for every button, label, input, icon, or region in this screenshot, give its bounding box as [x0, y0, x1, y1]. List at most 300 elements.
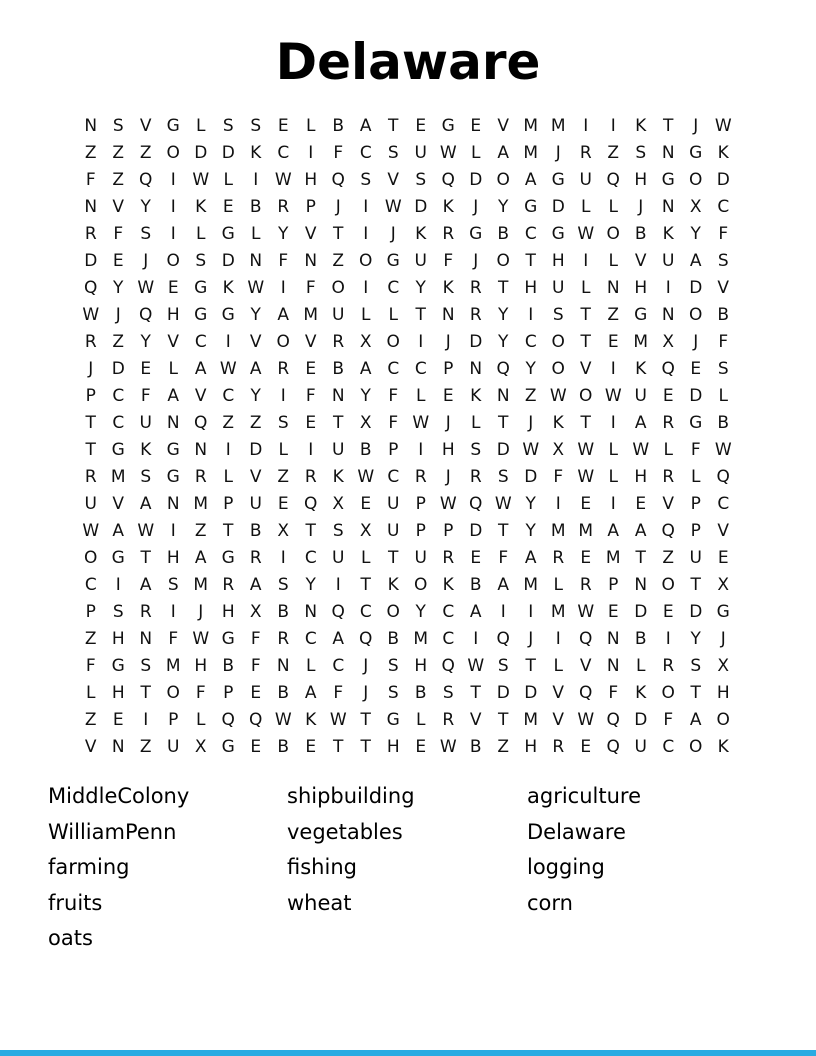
grid-letter: Y [415, 601, 426, 622]
grid-letter: S [195, 250, 207, 271]
grid-letter: R [442, 547, 455, 568]
grid-row [77, 679, 737, 706]
grid-letter: I [610, 115, 616, 136]
grid-letter: D [634, 601, 648, 622]
grid-row [77, 355, 737, 382]
grid-letter: L [471, 412, 481, 433]
grid-letter: S [635, 142, 647, 163]
grid-letter: T [635, 547, 646, 568]
grid-letter: V [552, 682, 565, 703]
grid-letter: A [634, 520, 647, 541]
grid-letter: W [577, 601, 595, 622]
grid-letter: F [250, 628, 261, 649]
grid-letter: L [553, 574, 563, 595]
grid-letter: A [634, 412, 647, 433]
grid-letter: S [387, 682, 399, 703]
word-grid [77, 112, 737, 760]
grid-letter: V [552, 709, 565, 730]
grid-letter: Q [496, 358, 510, 379]
grid-letter: F [443, 250, 454, 271]
grid-letter: E [222, 196, 234, 217]
grid-letter: P [223, 493, 234, 514]
grid-letter: V [249, 466, 262, 487]
grid-letter: G [221, 304, 235, 325]
grid-letter: S [112, 601, 124, 622]
grid-letter: G [166, 439, 180, 460]
grid-letter: Y [250, 385, 261, 406]
grid-letter: C [112, 412, 125, 433]
grid-letter: D [524, 682, 538, 703]
grid-letter: Y [525, 358, 536, 379]
grid-letter: L [306, 115, 316, 136]
grid-letter: U [332, 547, 345, 568]
grid-letter: H [194, 655, 208, 676]
grid-letter: V [304, 331, 317, 352]
grid-letter: R [442, 709, 455, 730]
grid-row [77, 382, 737, 409]
grid-letter: B [497, 223, 510, 244]
grid-letter: B [249, 196, 262, 217]
grid-letter: E [580, 547, 592, 568]
grid-row [77, 166, 737, 193]
grid-letter: P [168, 709, 179, 730]
grid-letter: E [112, 250, 124, 271]
grid-letter: X [194, 736, 207, 757]
grid-letter: M [578, 520, 594, 541]
grid-letter: J [528, 628, 534, 649]
grid-letter: U [332, 439, 345, 460]
grid-letter: W [192, 169, 210, 190]
grid-letter: H [634, 466, 648, 487]
grid-letter: W [274, 709, 292, 730]
grid-letter: T [333, 736, 344, 757]
grid-letter: R [442, 223, 455, 244]
grid-row [77, 706, 737, 733]
grid-letter: R [662, 655, 675, 676]
grid-letter: O [166, 250, 180, 271]
grid-letter: Q [606, 169, 620, 190]
grid-letter: O [716, 709, 730, 730]
grid-letter: E [250, 682, 262, 703]
grid-letter: E [112, 709, 124, 730]
grid-letter: Q [84, 277, 98, 298]
grid-letter: Q [469, 493, 483, 514]
grid-letter: Z [139, 142, 152, 163]
grid-letter: J [693, 331, 699, 352]
grid-letter: A [497, 574, 510, 595]
grid-letter: Z [607, 304, 620, 325]
grid-letter: D [524, 466, 538, 487]
grid-letter: O [661, 574, 675, 595]
grid-letter: D [221, 142, 235, 163]
grid-letter: X [359, 412, 372, 433]
grid-letter: F [333, 682, 344, 703]
grid-letter: I [555, 628, 561, 649]
grid-letter: T [580, 331, 591, 352]
grid-letter: J [555, 142, 561, 163]
grid-letter: O [84, 547, 98, 568]
grid-row [77, 625, 737, 652]
grid-letter: W [577, 466, 595, 487]
grid-letter: B [332, 358, 345, 379]
word-column-3 [527, 779, 641, 921]
grid-letter: T [388, 547, 399, 568]
grid-letter: D [221, 250, 235, 271]
grid-letter: T [388, 115, 399, 136]
grid-letter: C [442, 601, 455, 622]
grid-letter: I [308, 439, 314, 460]
grid-letter: S [140, 223, 152, 244]
grid-letter: F [85, 169, 96, 190]
grid-letter: Q [661, 520, 675, 541]
grid-letter: Y [305, 574, 316, 595]
grid-letter: K [552, 412, 564, 433]
grid-letter: S [415, 169, 427, 190]
grid-letter: E [717, 547, 729, 568]
grid-letter: Z [249, 412, 262, 433]
grid-letter: Y [415, 277, 426, 298]
word-list-item: corn [527, 890, 573, 915]
grid-row [77, 652, 737, 679]
grid-letter: G [221, 736, 235, 757]
grid-letter: Y [250, 304, 261, 325]
grid-letter: S [497, 655, 509, 676]
grid-letter: G [441, 115, 455, 136]
grid-row [77, 112, 737, 139]
grid-letter: L [223, 466, 233, 487]
grid-letter: S [112, 115, 124, 136]
grid-letter: S [470, 439, 482, 460]
grid-letter: W [632, 439, 650, 460]
grid-letter: I [280, 385, 286, 406]
grid-letter: X [249, 601, 262, 622]
grid-letter: L [553, 655, 563, 676]
grid-letter: I [253, 169, 259, 190]
grid-letter: Z [139, 736, 152, 757]
grid-letter: L [663, 439, 673, 460]
grid-letter: C [112, 385, 125, 406]
grid-letter: S [497, 466, 509, 487]
grid-letter: Q [304, 493, 318, 514]
grid-letter: W [714, 439, 732, 460]
grid-letter: R [84, 466, 97, 487]
grid-letter: M [193, 493, 209, 514]
grid-letter: J [445, 466, 451, 487]
grid-letter: H [111, 628, 125, 649]
grid-letter: E [580, 493, 592, 514]
grid-letter: F [85, 655, 96, 676]
grid-letter: C [387, 466, 400, 487]
grid-letter: M [633, 331, 649, 352]
grid-letter: R [469, 277, 482, 298]
grid-letter: D [469, 520, 483, 541]
grid-letter: G [689, 142, 703, 163]
grid-letter: G [111, 547, 125, 568]
grid-letter: D [194, 142, 208, 163]
grid-letter: T [140, 547, 151, 568]
grid-letter: J [198, 601, 204, 622]
grid-letter: T [690, 682, 701, 703]
grid-letter: I [528, 601, 534, 622]
grid-letter: I [555, 493, 561, 514]
grid-letter: E [305, 736, 317, 757]
grid-letter: F [498, 547, 509, 568]
grid-letter: T [333, 412, 344, 433]
grid-letter: D [716, 169, 730, 190]
grid-row [77, 733, 737, 760]
grid-letter: V [387, 169, 400, 190]
grid-letter: Q [359, 628, 373, 649]
grid-letter: Y [498, 196, 509, 217]
grid-letter: A [524, 547, 537, 568]
grid-letter: L [223, 169, 233, 190]
grid-letter: Q [441, 655, 455, 676]
grid-letter: R [469, 304, 482, 325]
grid-letter: S [277, 574, 289, 595]
grid-letter: G [111, 655, 125, 676]
word-list-item: Delaware [527, 819, 626, 844]
grid-letter: B [359, 439, 372, 460]
word-list-item: MiddleColony [48, 784, 190, 808]
grid-letter: J [693, 115, 699, 136]
grid-letter: C [524, 223, 537, 244]
grid-letter: W [274, 169, 292, 190]
grid-letter: I [528, 304, 534, 325]
grid-letter: I [225, 439, 231, 460]
grid-letter: G [689, 412, 703, 433]
grid-letter: T [85, 439, 96, 460]
grid-letter: L [608, 466, 618, 487]
grid-letter: M [110, 466, 126, 487]
grid-letter: L [196, 709, 206, 730]
grid-letter: A [167, 385, 180, 406]
grid-letter: L [608, 196, 618, 217]
grid-letter: Q [331, 169, 345, 190]
grid-letter: K [717, 736, 729, 757]
grid-letter: I [115, 574, 121, 595]
grid-letter: Z [277, 466, 290, 487]
grid-letter: W [137, 277, 155, 298]
grid-row [77, 301, 737, 328]
grid-letter: J [363, 682, 369, 703]
grid-letter: B [717, 304, 730, 325]
grid-letter: J [720, 628, 726, 649]
grid-letter: D [689, 601, 703, 622]
grid-letter: U [414, 250, 427, 271]
grid-letter: N [166, 412, 180, 433]
grid-letter: K [140, 439, 152, 460]
grid-letter: W [82, 520, 100, 541]
grid-letter: T [580, 304, 591, 325]
grid-letter: Y [498, 331, 509, 352]
grid-letter: C [222, 385, 235, 406]
grid-letter: R [414, 466, 427, 487]
grid-letter: I [500, 601, 506, 622]
grid-letter: K [470, 385, 482, 406]
grid-letter: E [470, 547, 482, 568]
grid-letter: Y [140, 196, 151, 217]
grid-letter: U [387, 493, 400, 514]
grid-letter: I [363, 223, 369, 244]
grid-letter: W [219, 358, 237, 379]
grid-letter: Y [278, 223, 289, 244]
grid-letter: M [605, 547, 621, 568]
grid-letter: Y [113, 277, 124, 298]
word-list-item: fruits [48, 890, 103, 915]
grid-letter: W [439, 736, 457, 757]
grid-letter: Q [194, 412, 208, 433]
grid-letter: Y [525, 520, 536, 541]
word-list-item: agriculture [527, 784, 641, 808]
grid-letter: B [222, 655, 235, 676]
grid-letter: E [580, 736, 592, 757]
grid-letter: M [550, 601, 566, 622]
grid-letter: Z [194, 520, 207, 541]
grid-letter: O [386, 601, 400, 622]
grid-letter: F [305, 385, 316, 406]
grid-letter: M [165, 655, 181, 676]
grid-letter: Y [498, 304, 509, 325]
grid-letter: L [361, 547, 371, 568]
grid-letter: Q [221, 709, 235, 730]
grid-letter: Z [222, 412, 235, 433]
grid-letter: Z [607, 142, 620, 163]
grid-letter: F [113, 223, 124, 244]
grid-letter: T [85, 412, 96, 433]
grid-letter: A [607, 520, 620, 541]
grid-letter: U [579, 169, 592, 190]
grid-letter: F [140, 385, 151, 406]
grid-row [77, 139, 737, 166]
grid-letter: X [552, 439, 565, 460]
grid-letter: Z [497, 736, 510, 757]
grid-letter: G [166, 466, 180, 487]
grid-letter: U [84, 493, 97, 514]
grid-letter: L [416, 709, 426, 730]
grid-letter: S [250, 115, 262, 136]
grid-letter: V [634, 250, 647, 271]
grid-letter: T [663, 115, 674, 136]
grid-letter: A [359, 115, 372, 136]
grid-letter: R [139, 601, 152, 622]
grid-letter: D [496, 682, 510, 703]
word-list-item: WilliamPenn [48, 819, 177, 844]
grid-letter: G [221, 628, 235, 649]
grid-letter: J [445, 331, 451, 352]
grid-letter: X [717, 574, 730, 595]
grid-row [77, 517, 737, 544]
grid-letter: D [469, 169, 483, 190]
grid-letter: N [634, 574, 648, 595]
grid-letter: W [577, 223, 595, 244]
grid-letter: L [86, 682, 96, 703]
grid-letter: L [608, 250, 618, 271]
grid-letter: M [523, 574, 539, 595]
grid-letter: N [331, 385, 345, 406]
grid-letter: P [690, 493, 701, 514]
grid-letter: U [249, 493, 262, 514]
grid-letter: W [494, 493, 512, 514]
grid-letter: K [662, 223, 674, 244]
grid-letter: I [170, 196, 176, 217]
page-title: Delaware [275, 33, 541, 91]
grid-letter: I [225, 331, 231, 352]
grid-letter: K [635, 358, 647, 379]
grid-letter: D [551, 196, 565, 217]
grid-letter: V [139, 115, 152, 136]
grid-letter: J [638, 196, 644, 217]
grid-letter: E [662, 385, 674, 406]
grid-letter: H [441, 439, 455, 460]
grid-letter: S [690, 655, 702, 676]
grid-letter: C [717, 493, 730, 514]
grid-letter: V [167, 331, 180, 352]
grid-letter: V [662, 493, 675, 514]
grid-letter: P [415, 520, 426, 541]
grid-row [77, 409, 737, 436]
grid-letter: R [662, 412, 675, 433]
grid-letter: N [606, 628, 620, 649]
grid-letter: R [304, 466, 317, 487]
grid-row [77, 463, 737, 490]
grid-letter: K [195, 196, 207, 217]
grid-letter: K [635, 115, 647, 136]
grid-letter: B [469, 736, 482, 757]
grid-letter: G [386, 250, 400, 271]
grid-letter: C [524, 331, 537, 352]
grid-letter: Q [441, 169, 455, 190]
grid-letter: K [332, 466, 344, 487]
grid-letter: N [441, 304, 455, 325]
grid-letter: C [359, 601, 372, 622]
grid-letter: H [166, 547, 180, 568]
grid-letter: A [332, 628, 345, 649]
grid-letter: A [469, 601, 482, 622]
grid-letter: D [111, 358, 125, 379]
grid-letter: T [360, 736, 371, 757]
grid-letter: N [84, 196, 98, 217]
grid-letter: O [689, 169, 703, 190]
grid-letter: M [413, 628, 429, 649]
grid-letter: U [689, 547, 702, 568]
grid-letter: O [496, 169, 510, 190]
grid-letter: I [665, 277, 671, 298]
grid-letter: R [249, 547, 262, 568]
grid-letter: P [690, 520, 701, 541]
grid-letter: N [606, 655, 620, 676]
grid-letter: T [580, 412, 591, 433]
grid-letter: Y [525, 493, 536, 514]
grid-letter: T [498, 709, 509, 730]
grid-letter: W [714, 115, 732, 136]
grid-letter: M [523, 142, 539, 163]
grid-letter: J [528, 412, 534, 433]
grid-letter: I [170, 601, 176, 622]
grid-letter: D [634, 709, 648, 730]
grid-letter: R [277, 196, 290, 217]
grid-letter: N [139, 628, 153, 649]
grid-letter: V [194, 385, 207, 406]
grid-letter: X [332, 493, 345, 514]
grid-letter: D [496, 439, 510, 460]
grid-letter: U [387, 520, 400, 541]
grid-letter: O [166, 682, 180, 703]
grid-letter: E [305, 358, 317, 379]
grid-letter: Q [579, 682, 593, 703]
grid-letter: R [469, 466, 482, 487]
grid-letter: N [249, 250, 263, 271]
grid-letter: I [143, 709, 149, 730]
